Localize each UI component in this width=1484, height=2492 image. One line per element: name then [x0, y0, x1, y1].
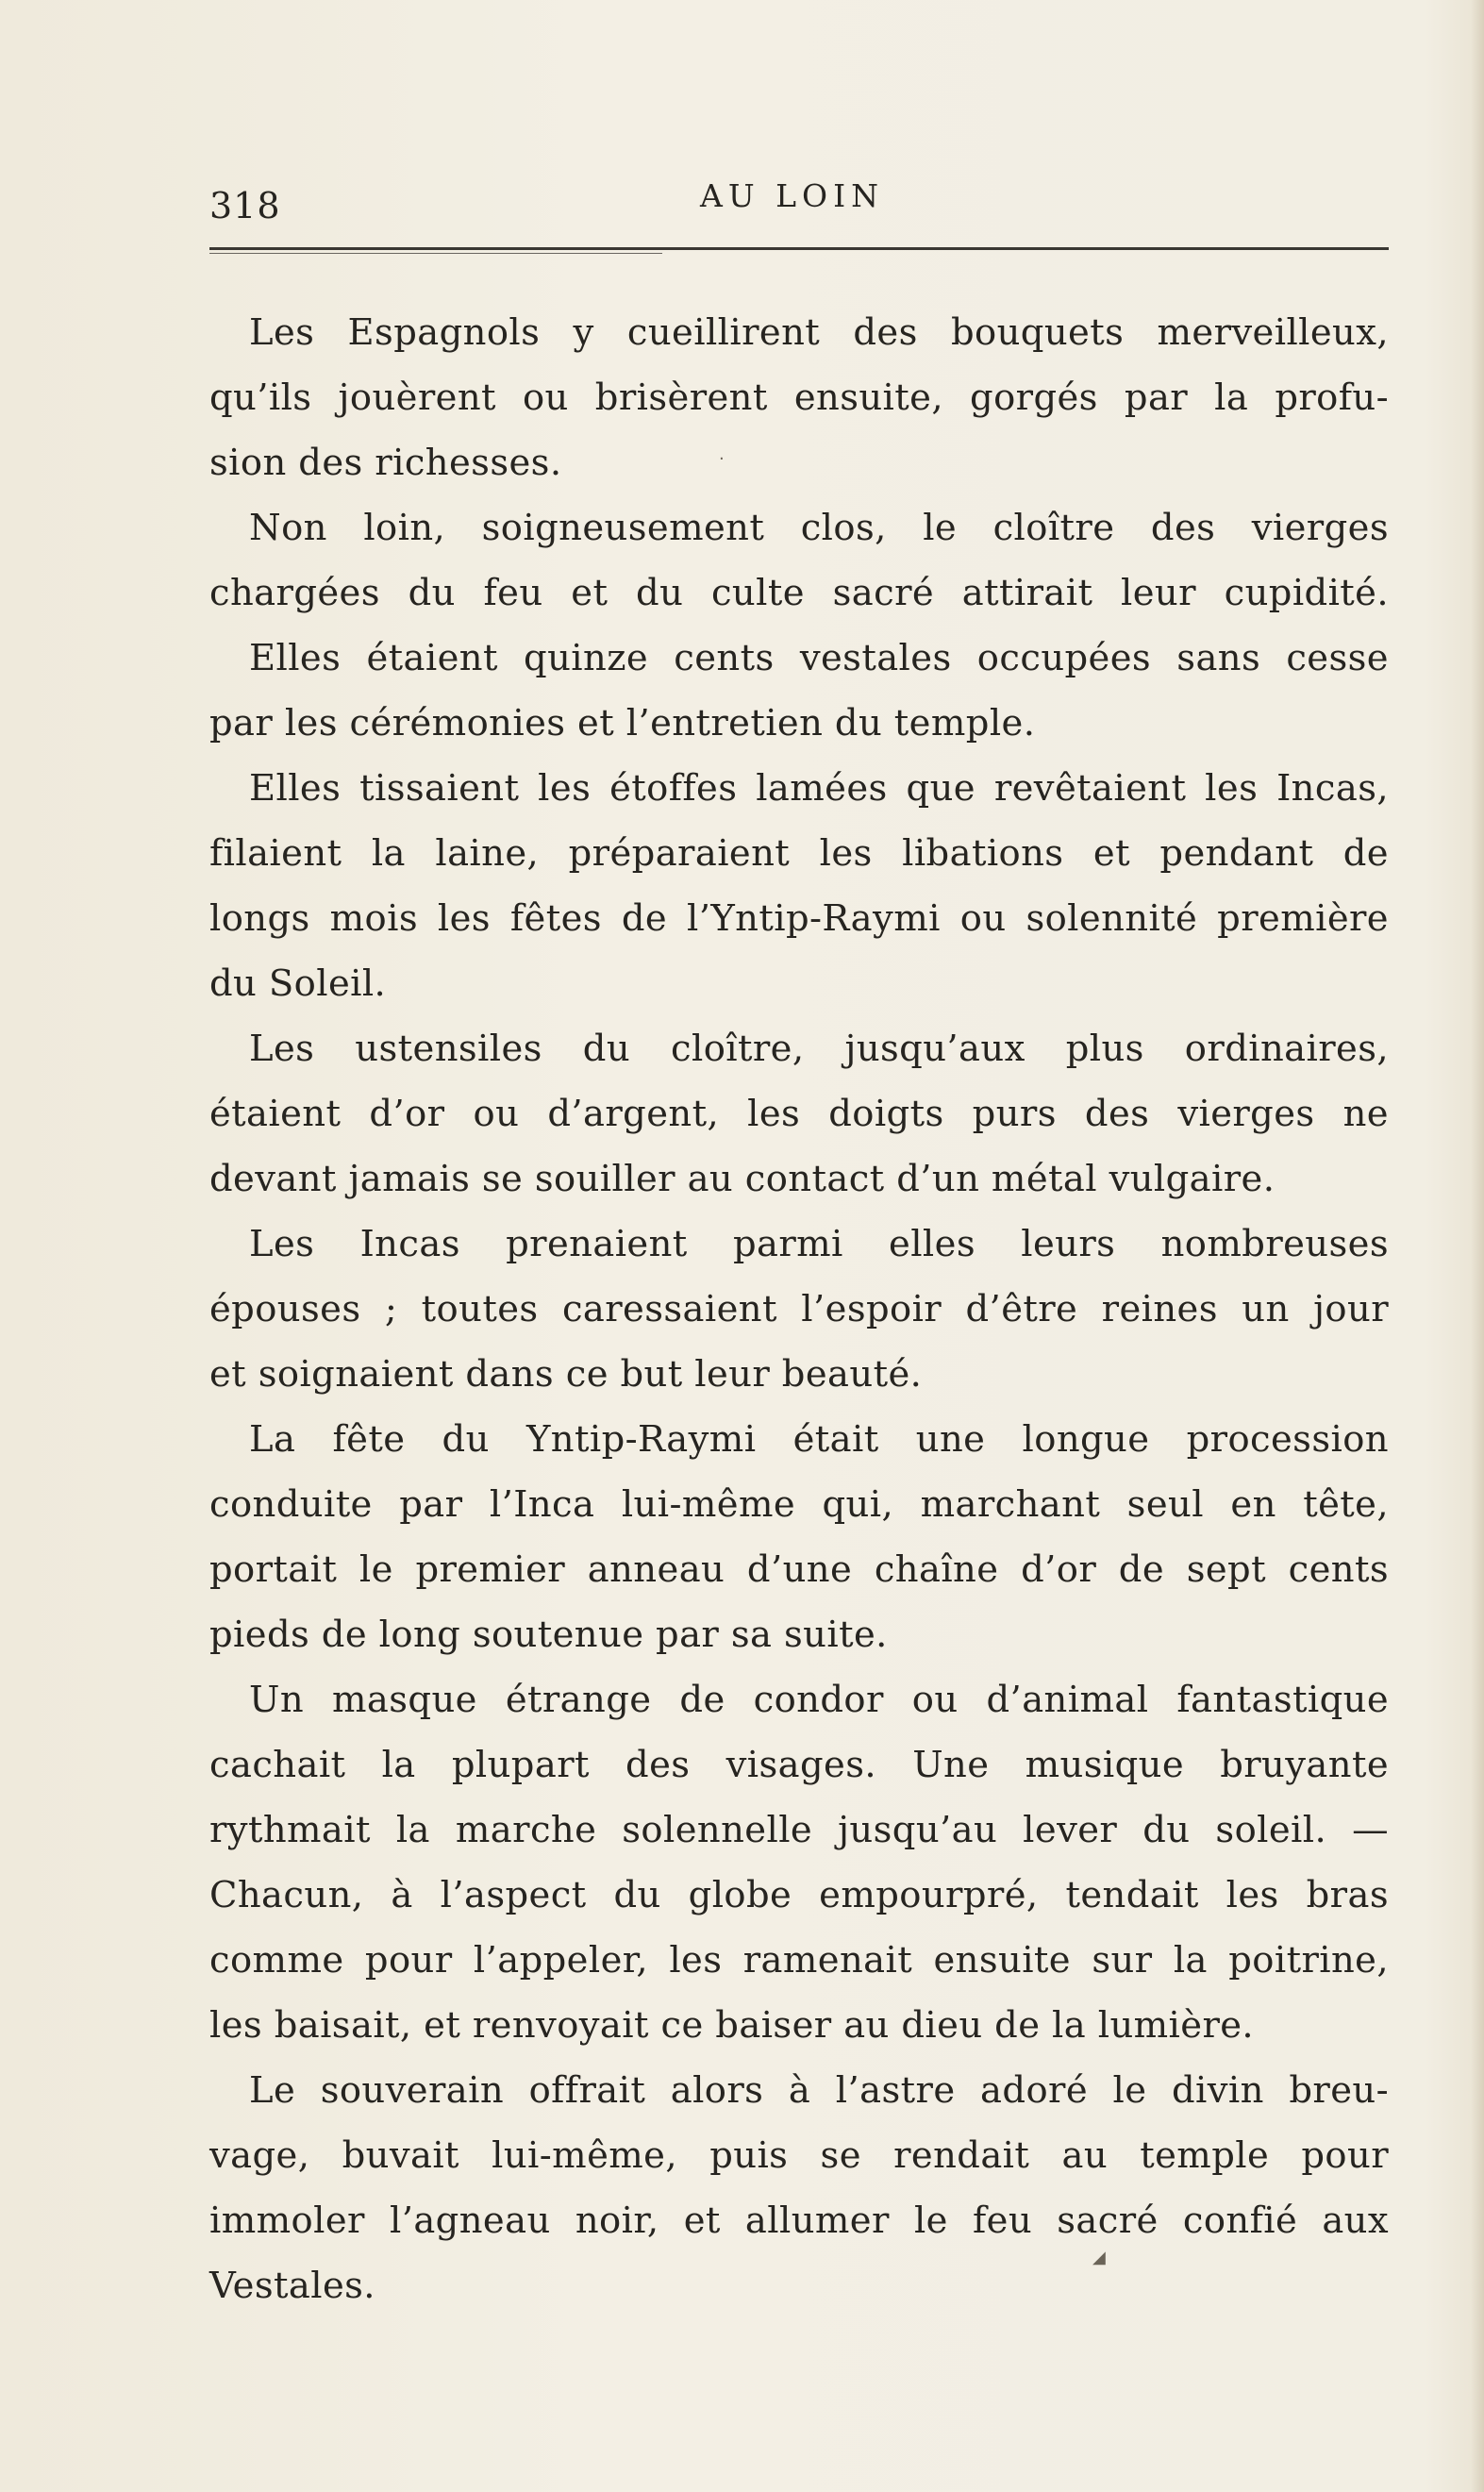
header-rule [209, 247, 1389, 250]
text-line: Les ustensiles du cloître, jusqu’aux plus ordinaires, [249, 1028, 1389, 1070]
text-line: conduite par l’Inca lui-même qui, marchant seul en tête, [209, 1483, 1389, 1526]
text-line: rythmait la marche solennelle jusqu’au lever du soleil. — [209, 1809, 1389, 1851]
text-line: et soignaient dans ce but leur beauté. [209, 1353, 923, 1396]
text-line: immoler l’agneau noir, et allumer le feu sacré confié aux [209, 2199, 1389, 2242]
running-title: AU LOIN [700, 177, 885, 214]
text-line: sion des richesses. [209, 442, 562, 484]
text-line: devant jamais se souiller au contact d’un métal vulgaire. [209, 1158, 1276, 1200]
text-line: vage, buvait lui-même, puis se rendait au temple pour [209, 2134, 1389, 2177]
text-line: La fête du Yntip-Raymi était une longue procession [249, 1418, 1389, 1461]
page-edge-shadow [1471, 0, 1484, 2492]
text-line: Les Espagnols y cueillirent des bouquets merveilleux, [249, 311, 1389, 354]
running-head [209, 177, 1389, 234]
text-line: qu’ils jouèrent ou brisèrent ensuite, gorgés par la profu- [209, 376, 1389, 419]
text-line: Les Incas prenaient parmi elles leurs nombreuses [249, 1223, 1389, 1265]
text-line: Elles étaient quinze cents vestales occupées sans cesse [249, 637, 1389, 679]
text-line: Un masque étrange de condor ou d’animal fantastique [249, 1679, 1389, 1721]
text-line: par les cérémonies et l’entretien du temple. [209, 702, 1036, 744]
text-line: filaient la laine, préparaient les libations et pendant de [209, 832, 1389, 875]
body-text [209, 300, 1389, 2318]
text-line: Elles tissaient les étoffes lamées que revêtaient les Incas, [249, 767, 1389, 810]
text-line: épouses ; toutes caressaient l’espoir d’être reines un jour [209, 1288, 1389, 1330]
text-line: du Soleil. [209, 962, 387, 1005]
text-line: les baisait, et renvoyait ce baiser au dieu de la lumière. [209, 2004, 1255, 2047]
text-line: comme pour l’appeler, les ramenait ensuite sur la poitrine, [209, 1939, 1389, 1982]
text-line: portait le premier anneau d’une chaîne d’or de sept cents [209, 1548, 1389, 1591]
text-line: longs mois les fêtes de l’Yntip-Raymi ou solennité première [209, 897, 1389, 940]
print-speck: ◢ [1092, 2248, 1106, 2267]
text-line: cachait la plupart des visages. Une musique bruyante [209, 1744, 1389, 1786]
print-speck: · [719, 449, 725, 469]
text-line: pieds de long soutenue par sa suite. [209, 1614, 888, 1656]
text-line: Vestales. [209, 2265, 375, 2307]
text-line: étaient d’or ou d’argent, les doigts purs des vierges ne [209, 1093, 1389, 1135]
text-line: Chacun, à l’aspect du globe empourpré, tendait les bras [209, 1874, 1389, 1916]
text-line: chargées du feu et du culte sacré attirait leur cupidité. [209, 572, 1389, 614]
page-number: 318 [209, 185, 281, 226]
text-line: Non loin, soigneusement clos, le cloître des vierges [249, 507, 1389, 549]
text-line: Le souverain offrait alors à l’astre adoré le divin breu- [249, 2069, 1389, 2112]
header-rule-thin [209, 253, 662, 254]
